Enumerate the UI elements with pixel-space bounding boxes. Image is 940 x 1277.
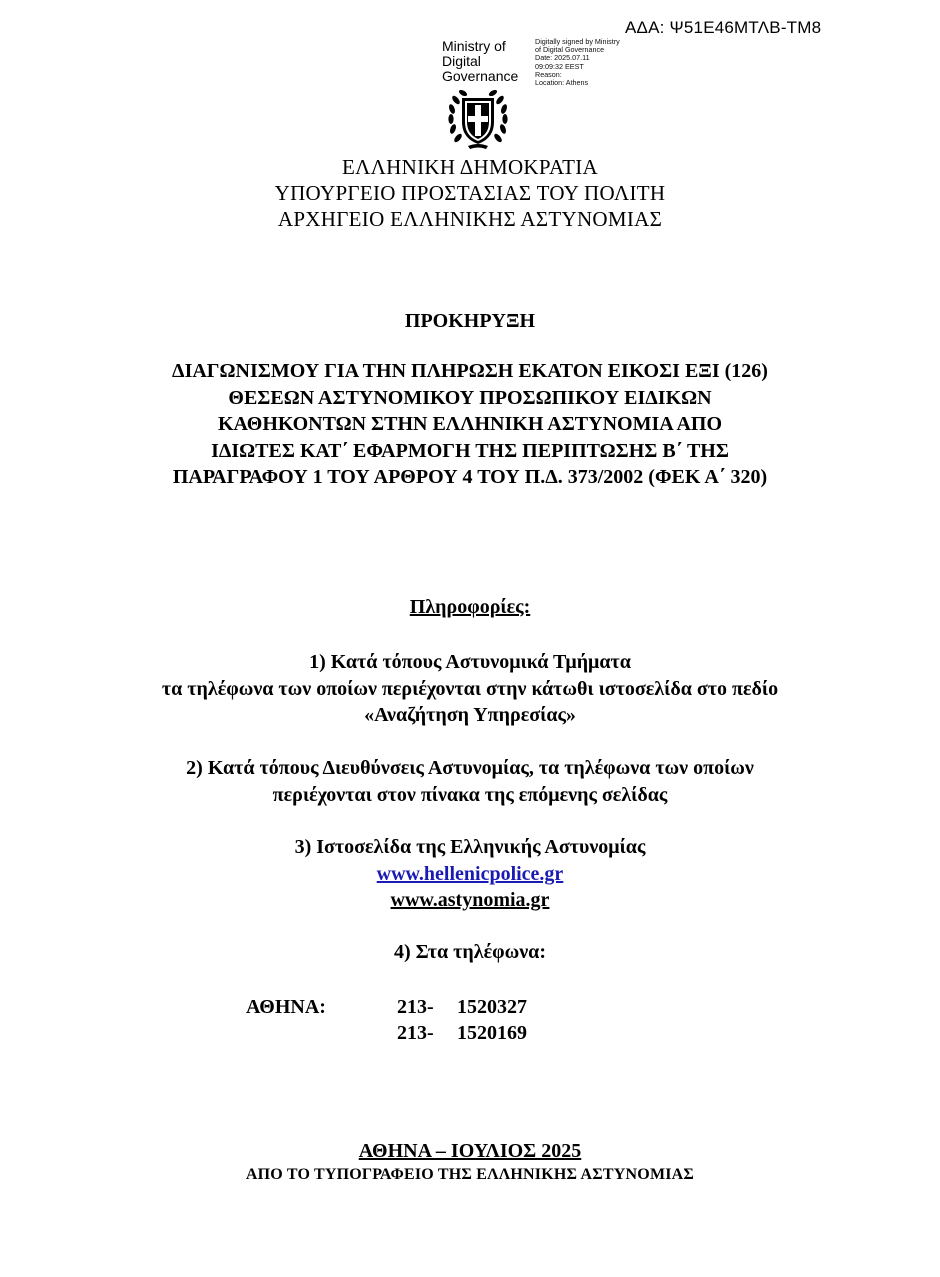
phone-number: 1520327 [457,996,527,1018]
phone-number: 1520169 [457,1022,527,1044]
footer-date: ΑΘΗΝΑ – ΙΟΥΛΙΟΣ 2025 [358,1140,582,1162]
document-header [0,154,940,232]
info-item-line: τα τηλέφωνα των οποίων περιέχονται στην κάτωθι ιστοσελίδα στο πεδίο [161,677,779,700]
header-line: ΕΛΛΗΝΙΚΗ ΔΗΜΟΚΡΑΤΙΑ [341,155,599,179]
signature-org-line: Digital [442,53,481,69]
info-item-line: 3) Ιστοσελίδα της Ελληνικής Αστυνομίας [294,836,646,858]
signature-org-line: Ministry of [442,38,506,54]
signature-organization [442,39,518,84]
document-title: ΠΡΟΚΗΡΥΞΗ [404,310,536,332]
signature-detail-line: 09:09:32 EEST [535,61,584,71]
info-item-line: 2) Κατά τόπους Διευθύνσεις Αστυνομίας, τα τηλέφωνα των οποίων [186,757,754,779]
info-item-police-stations [0,649,940,729]
subtitle-line: ΘΕΣΕΩΝ ΑΣΤΥΝΟΜΙΚΟΥ ΠΡΟΣΩΠΙΚΟΥ ΕΙΔΙΚΩΝ [228,386,712,409]
signature-org-line: Governance [442,68,519,84]
subtitle-line: ΚΑΘΗΚΟΝΤΩΝ ΣΤΗΝ ΕΛΛΗΝΙΚΗ ΑΣΤΥΝΟΜΙΑ ΑΠΟ [217,413,723,435]
hellenicpolice-link[interactable]: www.hellenicpolice.gr [376,862,564,885]
info-heading: Πληροφορίες: [409,596,531,618]
greek-coat-of-arms-icon [446,86,510,152]
signature-detail-line: Date: 2025.07.11 [535,53,590,63]
info-item-police-directorates [0,755,940,808]
info-item-line: περιέχονται στον πίνακα της επόμενης σελίδας [272,783,668,806]
info-item-phones: 4) Στα τηλέφωνα: [394,941,546,963]
ada-code: ΑΔΑ: Ψ51Ε46ΜΤΛΒ-ΤΜ8 [625,18,822,37]
signature-detail-line: Digitally signed by Ministry [535,37,620,46]
info-item-websites [0,834,940,914]
document-subtitle [0,358,940,491]
astynomia-link[interactable]: www.astynomia.gr [390,889,550,911]
subtitle-line: ΠΑΡΑΓΡΑΦΟΥ 1 ΤΟΥ ΑΡΘΡΟΥ 4 ΤΟΥ Π.Δ. 373/2002 (ΦΕΚ Α΄ 320) [172,466,768,488]
info-item-line: «Αναζήτηση Υπηρεσίας» [364,704,576,726]
signature-detail-line: Location: Athens [535,78,589,88]
header-line: ΑΡΧΗΓΕΙΟ ΕΛΛΗΝΙΚΗΣ ΑΣΤΥΝΟΜΙΑΣ [277,207,663,231]
subtitle-line: ΔΙΑΓΩΝΙΣΜΟΥ ΓΙΑ ΤΗΝ ΠΛΗΡΩΣΗ ΕΚΑΤΟΝ ΕΙΚΟΣΙ ΕΞΙ (126) [172,360,768,382]
phone-prefix: 213- [397,1022,434,1044]
phone-row [397,1022,527,1045]
phone-row [397,996,527,1019]
info-item-line: 1) Κατά τόπους Αστυνομικά Τμήματα [309,651,631,673]
phone-prefix: 213- [397,996,434,1018]
signature-detail-line: of Digital Governance [535,45,605,55]
phone-city-label: ΑΘΗΝΑ: [246,996,326,1018]
header-line: ΥΠΟΥΡΓΕΙΟ ΠΡΟΣΤΑΣΙΑΣ ΤΟΥ ΠΟΛΙΤΗ [274,181,666,205]
subtitle-line: ΙΔΙΩΤΕΣ ΚΑΤ΄ ΕΦΑΡΜΟΓΗ ΤΗΣ ΠΕΡΙΠΤΩΣΗΣ Β΄ ΤΗΣ [211,439,729,462]
signature-details [535,38,620,87]
footer-printer: ΑΠΟ ΤΟ ΤΥΠΟΓΡΑΦΕΙΟ ΤΗΣ ΕΛΛΗΝΙΚΗΣ ΑΣΤΥΝΟΜΙΑΣ [245,1166,695,1183]
signature-detail-line: Reason: [535,69,562,79]
